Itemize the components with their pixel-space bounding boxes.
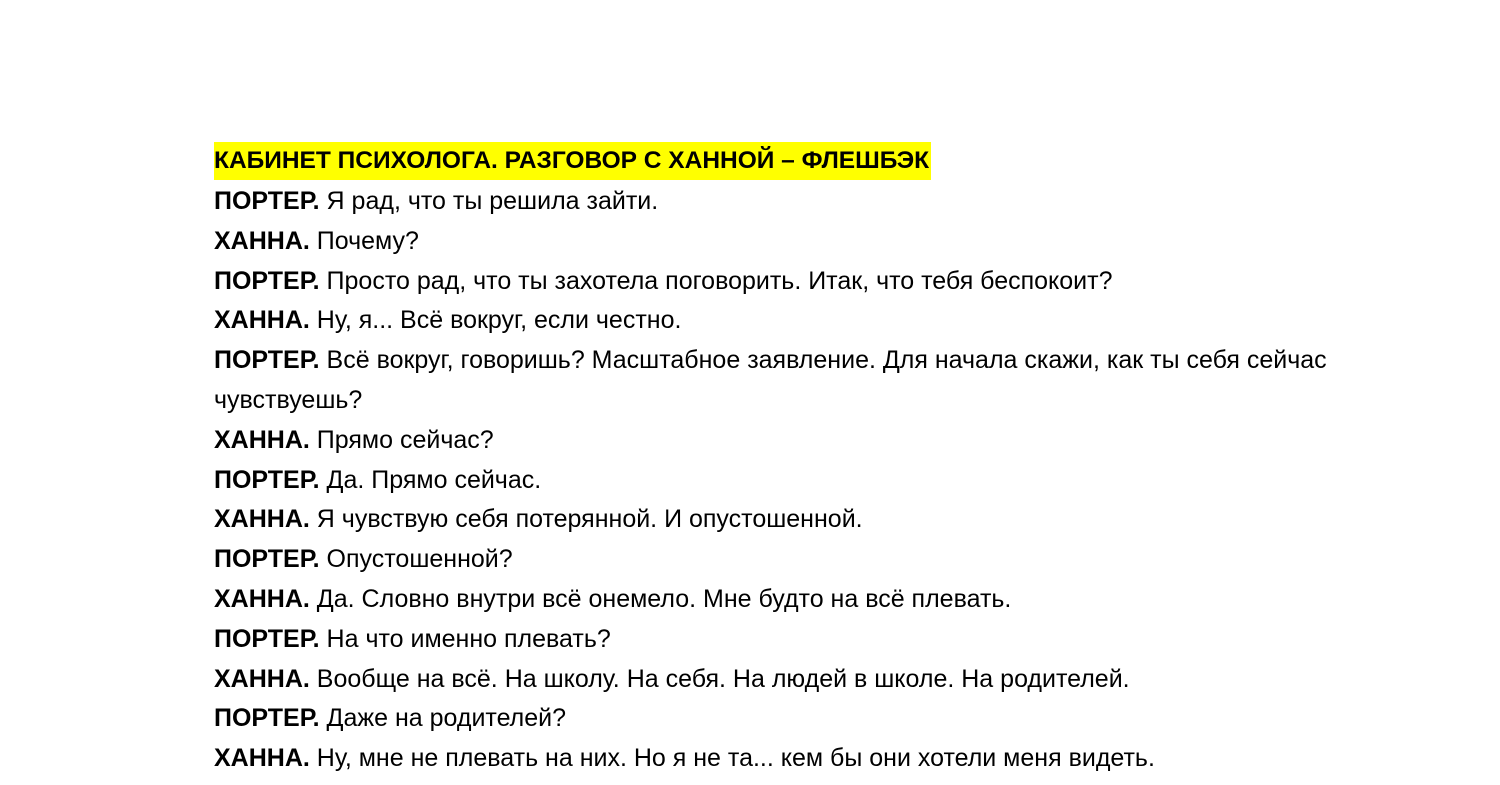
speech-text: Почему? (316, 226, 419, 255)
dialogue-line (214, 262, 1354, 302)
dialogue-line (214, 739, 1354, 779)
speech-text: На что именно плевать? (326, 624, 611, 653)
speech-text: Да. Словно внутри всё онемело. Мне будто на всё плевать. (316, 584, 1012, 613)
speaker-name: ПОРТЕР. (214, 704, 320, 733)
speaker-name: ХАННА. (214, 664, 310, 693)
speech-text: Даже на родителей? (326, 704, 567, 733)
dialogue-line (214, 222, 1354, 262)
speaker-name: ПОРТЕР. (214, 465, 320, 494)
dialogue-line (214, 182, 1354, 222)
dialogue-line (214, 540, 1354, 580)
speech-text: Просто рад, что ты захотела поговорить. Итак, что тебя беспокоит? (326, 266, 1113, 295)
speaker-name: ПОРТЕР. (214, 346, 320, 375)
speaker-name: ХАННА. (214, 744, 310, 773)
document-page (214, 142, 1354, 779)
speech-text: Я чувствую себя потерянной. И опустошенной. (316, 505, 863, 534)
dialogue-line (214, 500, 1354, 540)
speech-text: Прямо сейчас? (316, 425, 494, 454)
speaker-name: ХАННА. (214, 306, 310, 335)
speaker-name: ХАННА. (214, 226, 310, 255)
dialogue-line (214, 421, 1354, 461)
speaker-name: ХАННА. (214, 584, 310, 613)
speech-text: Всё вокруг, говоришь? Масштабное заявление. Для начала скажи, как ты себя сейчас чувствуешь? (214, 346, 1327, 414)
scene-heading-text: КАБИНЕТ ПСИХОЛОГА. РАЗГОВОР С ХАННОЙ – ФЛЕШБЭК (214, 142, 931, 180)
dialogue-line (214, 620, 1354, 660)
speaker-name: ПОРТЕР. (214, 624, 320, 653)
speaker-name: ХАННА. (214, 505, 310, 534)
speech-text: Ну, я... Всё вокруг, если честно. (316, 306, 682, 335)
speech-text: Да. Прямо сейчас. (326, 465, 542, 494)
dialogue-line (214, 580, 1354, 620)
speech-text: Вообще на всё. На школу. На себя. На людей в школе. На родителей. (316, 664, 1130, 693)
dialogue-line (214, 461, 1354, 501)
dialogue-list (214, 182, 1354, 779)
dialogue-line (214, 301, 1354, 341)
dialogue-line (214, 660, 1354, 700)
scene-heading (214, 142, 1354, 182)
speech-text: Опустошенной? (326, 545, 513, 574)
speaker-name: ПОРТЕР. (214, 266, 320, 295)
dialogue-line (214, 341, 1354, 421)
speaker-name: ХАННА. (214, 425, 310, 454)
speech-text: Ну, мне не плевать на них. Но я не та... кем бы они хотели меня видеть. (316, 744, 1155, 773)
speaker-name: ПОРТЕР. (214, 187, 320, 215)
dialogue-line (214, 699, 1354, 739)
speech-text: Я рад, что ты решила зайти. (326, 187, 659, 215)
speaker-name: ПОРТЕР. (214, 545, 320, 574)
